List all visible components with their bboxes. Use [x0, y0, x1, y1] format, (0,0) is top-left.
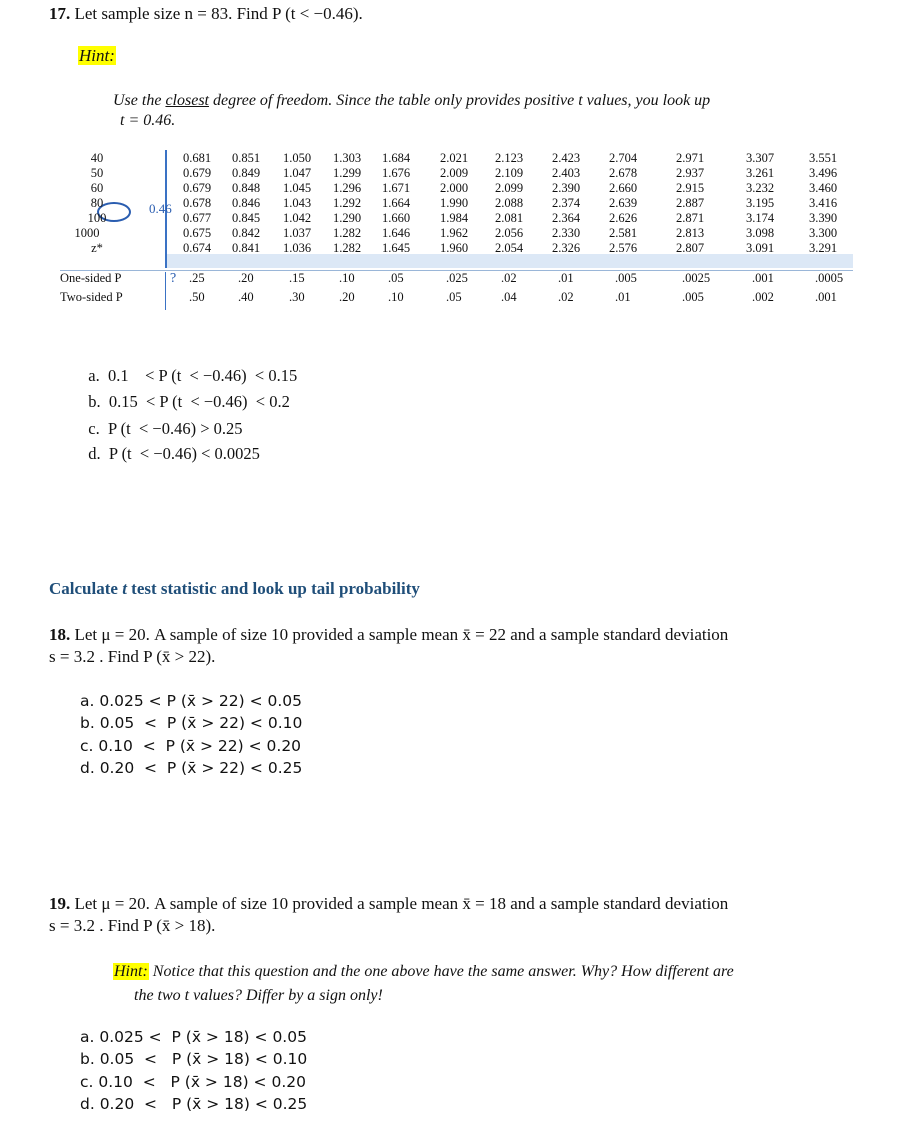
two-sided-p-value: .05 — [446, 290, 462, 304]
q17-text: Let sample size n = 83. Find P (t < −0.46). — [74, 4, 363, 23]
q18-choice-a[interactable]: a. 0.025 < P (x̄ > 22) < 0.05 — [80, 692, 303, 710]
q17-hint-text-closest: closest — [165, 92, 209, 109]
one-sided-p-value: .025 — [446, 271, 468, 285]
t-critical-value: 2.639 — [609, 196, 638, 210]
t-critical-value: 3.091 — [746, 241, 775, 255]
t-critical-value: 1.990 — [440, 196, 469, 210]
t-critical-value: 0.849 — [232, 166, 261, 180]
one-sided-p-value: .02 — [501, 271, 517, 285]
t-critical-value: 2.660 — [609, 181, 638, 195]
t-critical-value: 1.290 — [333, 211, 362, 225]
two-sided-p-value: .20 — [339, 290, 355, 304]
section-heading-part3: test statistic and look up tail probability — [126, 579, 420, 598]
q19-choice-b[interactable]: b. 0.05 < P (x̄ > 18) < 0.10 — [80, 1050, 308, 1068]
t-critical-value: 1.296 — [333, 181, 362, 195]
t-critical-value: 3.551 — [809, 151, 838, 165]
t-critical-value: 0.679 — [183, 181, 212, 195]
t-distribution-table — [0, 0, 898, 320]
q17-choice-b-letter: b. — [88, 392, 101, 411]
two-sided-p-value: .04 — [501, 290, 517, 304]
t-critical-value: 1.282 — [333, 226, 362, 240]
t-critical-value: 2.364 — [552, 211, 581, 225]
q18-text-line1: Let μ = 20. A sample of size 10 provided a sample mean x̄ = 22 and a sample standard deviation — [74, 625, 729, 644]
t-critical-value: 3.307 — [746, 151, 775, 165]
t-critical-value: 1.660 — [382, 211, 411, 225]
q17-choice-d-text: P (t < −0.46) < 0.0025 — [108, 444, 260, 463]
q18-line2: s = 3.2 . Find P (x̄ > 22). — [49, 647, 216, 666]
t-critical-value: 2.326 — [552, 241, 581, 255]
t-critical-value: 0.851 — [232, 151, 261, 165]
one-sided-p-value: .05 — [388, 271, 404, 285]
two-sided-p-label: Two-sided P — [60, 290, 123, 304]
t-critical-value: 3.460 — [809, 181, 838, 195]
one-sided-p-value: .001 — [752, 271, 774, 285]
t-critical-value: 1.984 — [440, 211, 469, 225]
t-value-annotation: 0.46 — [149, 201, 172, 216]
t-critical-value: 3.300 — [809, 226, 838, 240]
t-critical-value: 2.626 — [609, 211, 638, 225]
two-sided-p-value: .001 — [815, 290, 837, 304]
t-critical-value: 2.576 — [609, 241, 638, 255]
t-critical-value: 0.841 — [232, 241, 261, 255]
t-critical-value: 3.174 — [746, 211, 775, 225]
t-critical-value: 0.681 — [183, 151, 212, 165]
t-critical-value: 0.848 — [232, 181, 261, 195]
q19-line2: s = 3.2 . Find P (x̄ > 18). — [49, 916, 216, 935]
t-critical-value: 2.403 — [552, 166, 581, 180]
z-row-highlight — [165, 254, 853, 268]
t-critical-value: 3.291 — [809, 241, 838, 255]
df-label-50: 50 — [90, 166, 104, 180]
t-critical-value: 1.047 — [283, 166, 312, 180]
t-critical-value: 1.676 — [382, 166, 411, 180]
q19-text-line1: Let μ = 20. A sample of size 10 provided a sample mean x̄ = 18 and a sample standard deviation — [74, 894, 729, 913]
t-critical-value: 3.390 — [809, 211, 838, 225]
t-critical-value: 2.374 — [552, 196, 581, 210]
one-sided-p-value: .25 — [189, 271, 205, 285]
q19-hint-text1: Notice that this question and the one above have the same answer. Why? How different are — [148, 963, 734, 980]
one-sided-p-value: .15 — [289, 271, 305, 285]
q17-choice-a-text: 0.1 < P (t < −0.46) < 0.15 — [107, 366, 298, 385]
t-critical-value: 0.842 — [232, 226, 261, 240]
t-critical-value: 3.416 — [809, 196, 838, 210]
t-critical-value: 2.971 — [676, 151, 705, 165]
table-divider-vertical-lower — [165, 272, 166, 310]
t-critical-value: 2.056 — [495, 226, 524, 240]
t-critical-value: 3.098 — [746, 226, 775, 240]
t-critical-value: 2.871 — [676, 211, 705, 225]
t-critical-value: 2.390 — [552, 181, 581, 195]
q19-hint-line2: the two t values? Differ by a sign only! — [134, 987, 383, 1004]
t-critical-value: 0.846 — [232, 196, 261, 210]
t-critical-value: 2.009 — [440, 166, 469, 180]
q17-choice-b-text: 0.15 < P (t < −0.46) < 0.2 — [108, 392, 290, 411]
t-critical-value: 2.887 — [676, 196, 705, 210]
two-sided-p-value: .50 — [189, 290, 205, 304]
t-critical-value: 1.664 — [382, 196, 411, 210]
t-critical-value: 0.678 — [183, 196, 212, 210]
q17-hint-label: Hint: — [79, 46, 115, 65]
q18-line1 — [49, 625, 869, 645]
t-critical-value: 1.684 — [382, 151, 411, 165]
q17-choice-a-letter: a. — [88, 366, 100, 385]
one-sided-p-value: .0005 — [815, 271, 844, 285]
two-sided-p-value: .01 — [615, 290, 631, 304]
t-critical-value: 1.292 — [333, 196, 362, 210]
df-label-80: 80 — [90, 196, 104, 210]
t-critical-value: 2.109 — [495, 166, 524, 180]
t-critical-value: 2.054 — [495, 241, 524, 255]
df-label-1000: 1000 — [74, 226, 100, 240]
q18-choice-c[interactable]: c. 0.10 < P (x̄ > 22) < 0.20 — [80, 737, 302, 755]
t-critical-value: 2.330 — [552, 226, 581, 240]
q19-choice-c[interactable]: c. 0.10 < P (x̄ > 18) < 0.20 — [80, 1073, 306, 1091]
q19-line1 — [49, 894, 869, 914]
df-label-40: 40 — [90, 151, 104, 165]
q17-choice-c-text: P (t < −0.46) > 0.25 — [107, 419, 243, 438]
df-label-60: 60 — [90, 181, 104, 195]
one-sided-p-label: One-sided P — [60, 271, 122, 285]
t-critical-value: 1.043 — [283, 196, 312, 210]
section-heading-t: t — [122, 579, 127, 598]
t-critical-value: 1.045 — [283, 181, 312, 195]
t-critical-value: 2.704 — [609, 151, 638, 165]
df-label-100: 100 — [87, 211, 107, 225]
one-sided-p-value: .0025 — [682, 271, 711, 285]
t-critical-value: 2.021 — [440, 151, 469, 165]
t-critical-value: 1.037 — [283, 226, 312, 240]
one-sided-p-value: .10 — [339, 271, 355, 285]
q17-choice-d[interactable] — [80, 421, 260, 465]
t-critical-value: 1.042 — [283, 211, 312, 225]
q18-choice-b[interactable]: b. 0.05 < P (x̄ > 22) < 0.10 — [80, 714, 303, 732]
question-mark-annotation: ? — [170, 271, 177, 286]
q18-number: 18. — [49, 625, 71, 644]
q17-hint-text-a: Use the — [113, 92, 166, 109]
t-critical-value: 0.677 — [183, 211, 212, 225]
t-critical-value: 1.960 — [440, 241, 469, 255]
t-critical-value: 0.675 — [183, 226, 212, 240]
one-sided-p-value: .005 — [615, 271, 637, 285]
two-sided-p-value: .005 — [682, 290, 704, 304]
t-critical-value: 2.581 — [609, 226, 638, 240]
t-critical-value: 2.813 — [676, 226, 705, 240]
t-critical-value: 0.845 — [232, 211, 261, 225]
two-sided-p-value: .30 — [289, 290, 305, 304]
t-critical-value: 2.937 — [676, 166, 705, 180]
two-sided-p-value: .10 — [388, 290, 404, 304]
q17-choice-d-letter: d. — [88, 444, 101, 463]
t-critical-value: 1.282 — [333, 241, 362, 255]
t-critical-value: 1.299 — [333, 166, 362, 180]
t-critical-value: 1.671 — [382, 181, 411, 195]
q19-hint-label: Hint: — [114, 963, 148, 980]
two-sided-p-value: .002 — [752, 290, 774, 304]
q17-choice-c-letter: c. — [88, 419, 100, 438]
t-critical-value: 3.195 — [746, 196, 775, 210]
two-sided-p-value: .02 — [558, 290, 574, 304]
df-label-zstar: z* — [91, 241, 103, 255]
t-critical-value: 2.915 — [676, 181, 705, 195]
t-critical-value: 2.423 — [552, 151, 581, 165]
t-critical-value: 2.123 — [495, 151, 524, 165]
section-heading-part1: Calculate — [49, 579, 123, 598]
t-critical-value: 2.678 — [609, 166, 638, 180]
q17-number: 17. — [49, 4, 71, 23]
t-critical-value: 2.807 — [676, 241, 705, 255]
t-critical-value: 2.000 — [440, 181, 469, 195]
q17-hint-text-c: degree of freedom. Since the table only provides positive t values, you look up — [208, 92, 711, 109]
t-critical-value: 0.679 — [183, 166, 212, 180]
t-critical-value: 2.088 — [495, 196, 524, 210]
q19-number: 19. — [49, 894, 71, 913]
t-critical-value: 2.099 — [495, 181, 524, 195]
t-critical-value: 1.050 — [283, 151, 312, 165]
t-critical-value: 2.081 — [495, 211, 524, 225]
t-critical-value: 1.962 — [440, 226, 469, 240]
q18-choice-d[interactable]: d. 0.20 < P (x̄ > 22) < 0.25 — [80, 759, 303, 777]
t-critical-value: 3.232 — [746, 181, 775, 195]
t-critical-value: 3.261 — [746, 166, 775, 180]
q17-hint-line2: t = 0.46. — [120, 112, 176, 129]
two-sided-p-value: .40 — [238, 290, 254, 304]
t-critical-value: 1.645 — [382, 241, 411, 255]
t-critical-value: 1.646 — [382, 226, 411, 240]
t-critical-value: 3.496 — [809, 166, 838, 180]
section-heading — [49, 579, 420, 599]
q19-hint-line1 — [113, 961, 873, 982]
t-critical-value: 0.674 — [183, 241, 212, 255]
one-sided-p-value: .01 — [558, 271, 574, 285]
t-critical-value: 1.036 — [283, 241, 312, 255]
q19-choice-d[interactable]: d. 0.20 < P (x̄ > 18) < 0.25 — [80, 1095, 308, 1113]
t-critical-value: 1.303 — [333, 151, 362, 165]
one-sided-p-value: .20 — [238, 271, 254, 285]
q19-choice-a[interactable]: a. 0.025 < P (x̄ > 18) < 0.05 — [80, 1028, 307, 1046]
